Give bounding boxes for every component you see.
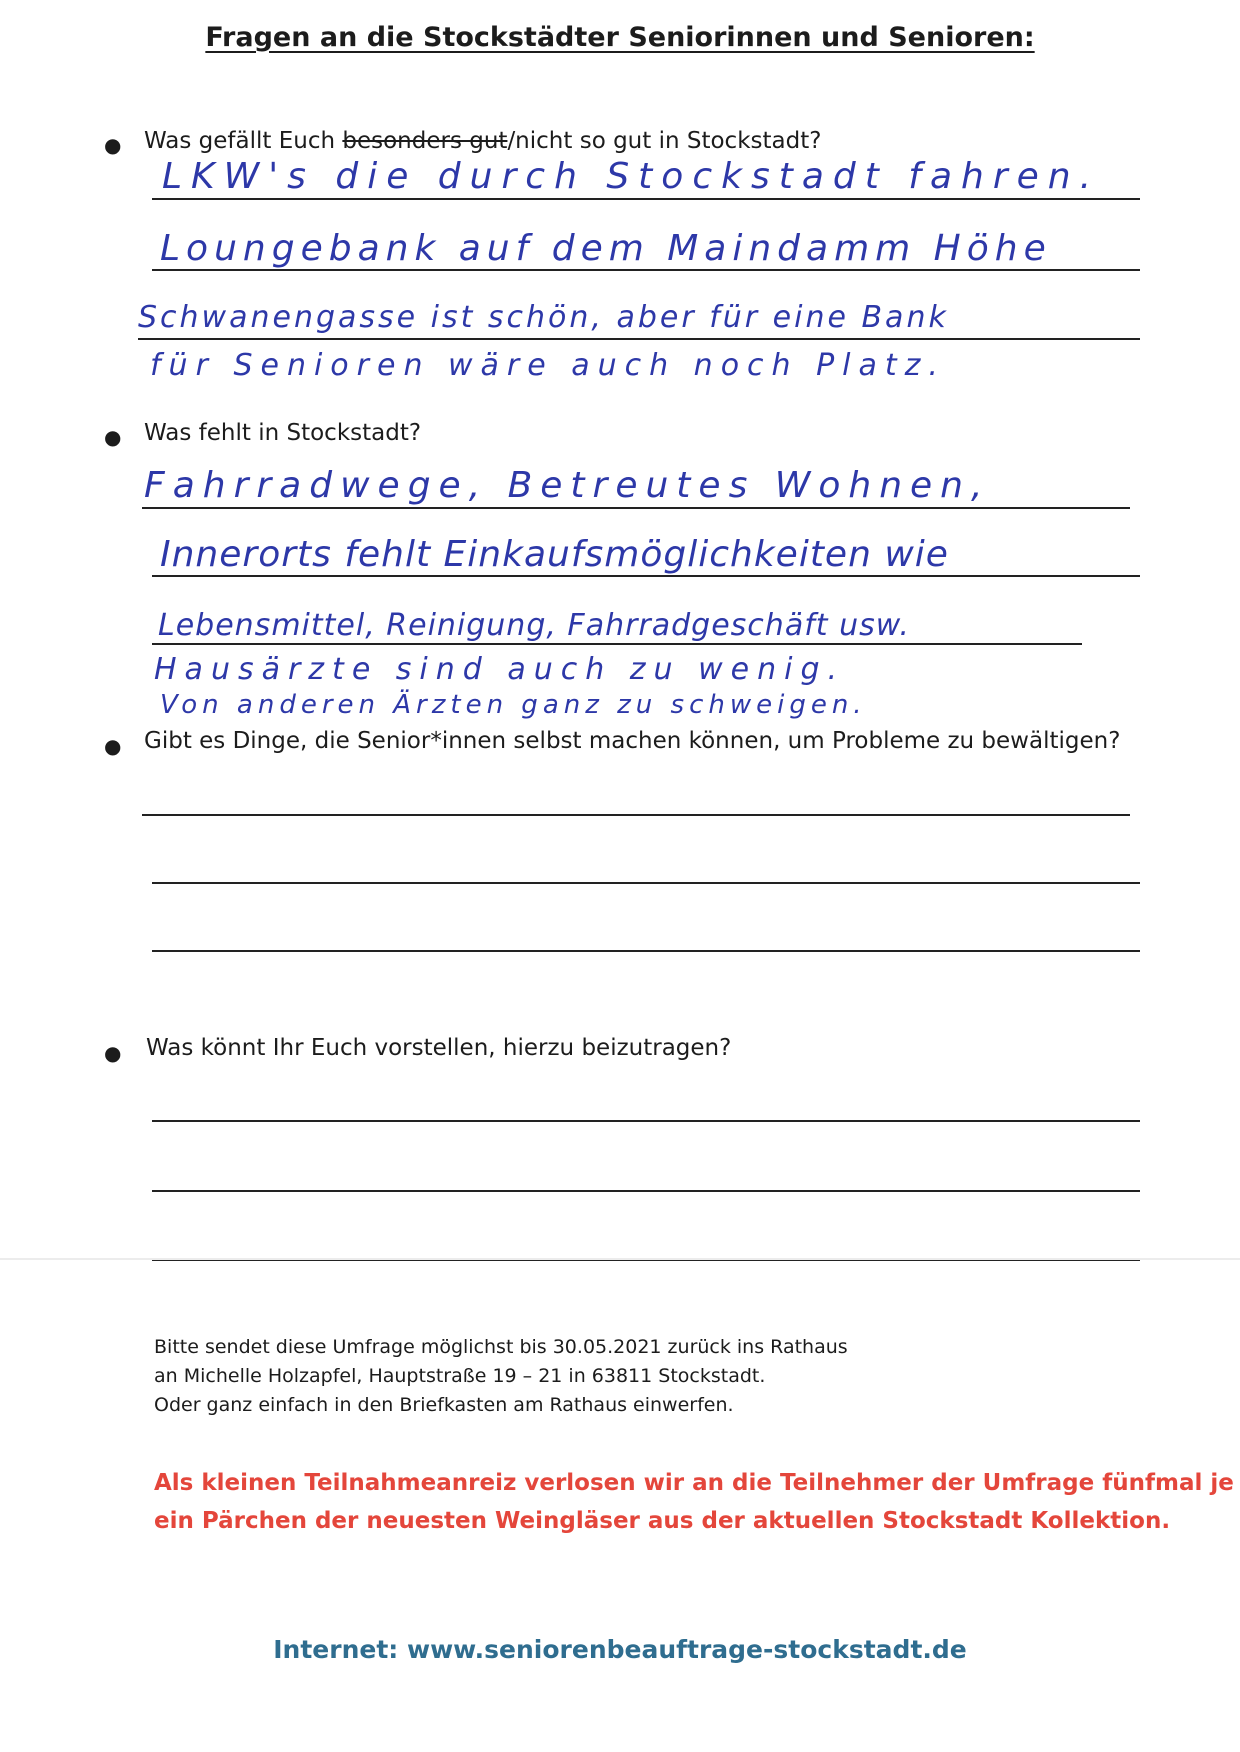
bullet-dot: ● [104, 734, 122, 758]
handwritten-answer-1-line-2: Loungebank auf dem Maindamm Höhe [160, 228, 1052, 269]
bullet-dot: ● [104, 425, 122, 449]
raffle-incentive-line: Als kleinen Teilnahmeanreiz verlosen wir an die Teilnehmer der Umfrage fünfmal je [154, 1470, 1234, 1496]
answer-line [138, 338, 1140, 340]
answer-line [152, 1190, 1140, 1192]
handwritten-answer-2-line-4: Hausärzte sind auch zu wenig. [154, 652, 846, 687]
raffle-incentive-line: ein Pärchen der neuesten Weingläser aus der aktuellen Stockstadt Kollektion. [154, 1508, 1171, 1534]
return-instructions-line: Oder ganz einfach in den Briefkasten am Rathaus einwerfen. [154, 1394, 734, 1416]
question-1-struck-text: besonders gut [342, 128, 508, 154]
question-4: Was könnt Ihr Euch vorstellen, hierzu beizutragen? [146, 1035, 732, 1061]
question-3: Gibt es Dinge, die Senior*innen selbst machen können, um Probleme zu bewältigen? [144, 728, 1121, 754]
answer-line [152, 950, 1140, 952]
raffle-incentive [154, 1464, 1234, 1540]
website-url: Internet: www.seniorenbeauftrage-stockstadt.de [273, 1635, 967, 1664]
handwritten-answer-2-line-2: Innerorts fehlt Einkaufsmöglichkeiten wie [160, 534, 949, 575]
answer-line [142, 507, 1130, 509]
handwritten-answer-1-line-4: für Senioren wäre auch noch Platz. [150, 348, 946, 383]
answer-line [152, 882, 1140, 884]
question-2: Was fehlt in Stockstadt? [144, 420, 422, 446]
return-instructions-line: Bitte sendet diese Umfrage möglichst bis 30.05.2021 zurück ins Rathaus [154, 1336, 848, 1358]
handwritten-answer-2-line-3: Lebensmittel, Reinigung, Fahrradgeschäft usw. [158, 608, 910, 643]
question-1-text-after: /nicht so gut in Stockstadt? [507, 128, 822, 154]
answer-line [152, 198, 1140, 200]
handwritten-answer-2-line-1: Fahrradwege, Betreutes Wohnen, [144, 465, 991, 506]
bullet-dot: ● [104, 1041, 122, 1065]
question-1-text-before: Was gefällt Euch [144, 128, 343, 154]
form-title: Fragen an die Stockstädter Seniorinnen und Senioren: [205, 22, 1035, 53]
answer-line [152, 1120, 1140, 1122]
bullet-dot: ● [104, 133, 122, 157]
return-instructions [154, 1333, 848, 1420]
answer-line [152, 269, 1140, 271]
answer-line [142, 814, 1130, 816]
handwritten-answer-1-line-3: Schwanengasse ist schön, aber für eine Bank [138, 300, 949, 335]
answer-line [152, 575, 1140, 577]
answer-line [152, 643, 1082, 645]
question-1 [144, 128, 821, 154]
return-instructions-line: an Michelle Holzapfel, Hauptstraße 19 – 21 in 63811 Stockstadt. [154, 1365, 766, 1387]
handwritten-answer-2-line-5: Von anderen Ärzten ganz zu schweigen. [160, 690, 867, 720]
scan-artifact-band [0, 1258, 1240, 1260]
handwritten-answer-1-line-1: LKW's die durch Stockstadt fahren. [162, 156, 1101, 197]
